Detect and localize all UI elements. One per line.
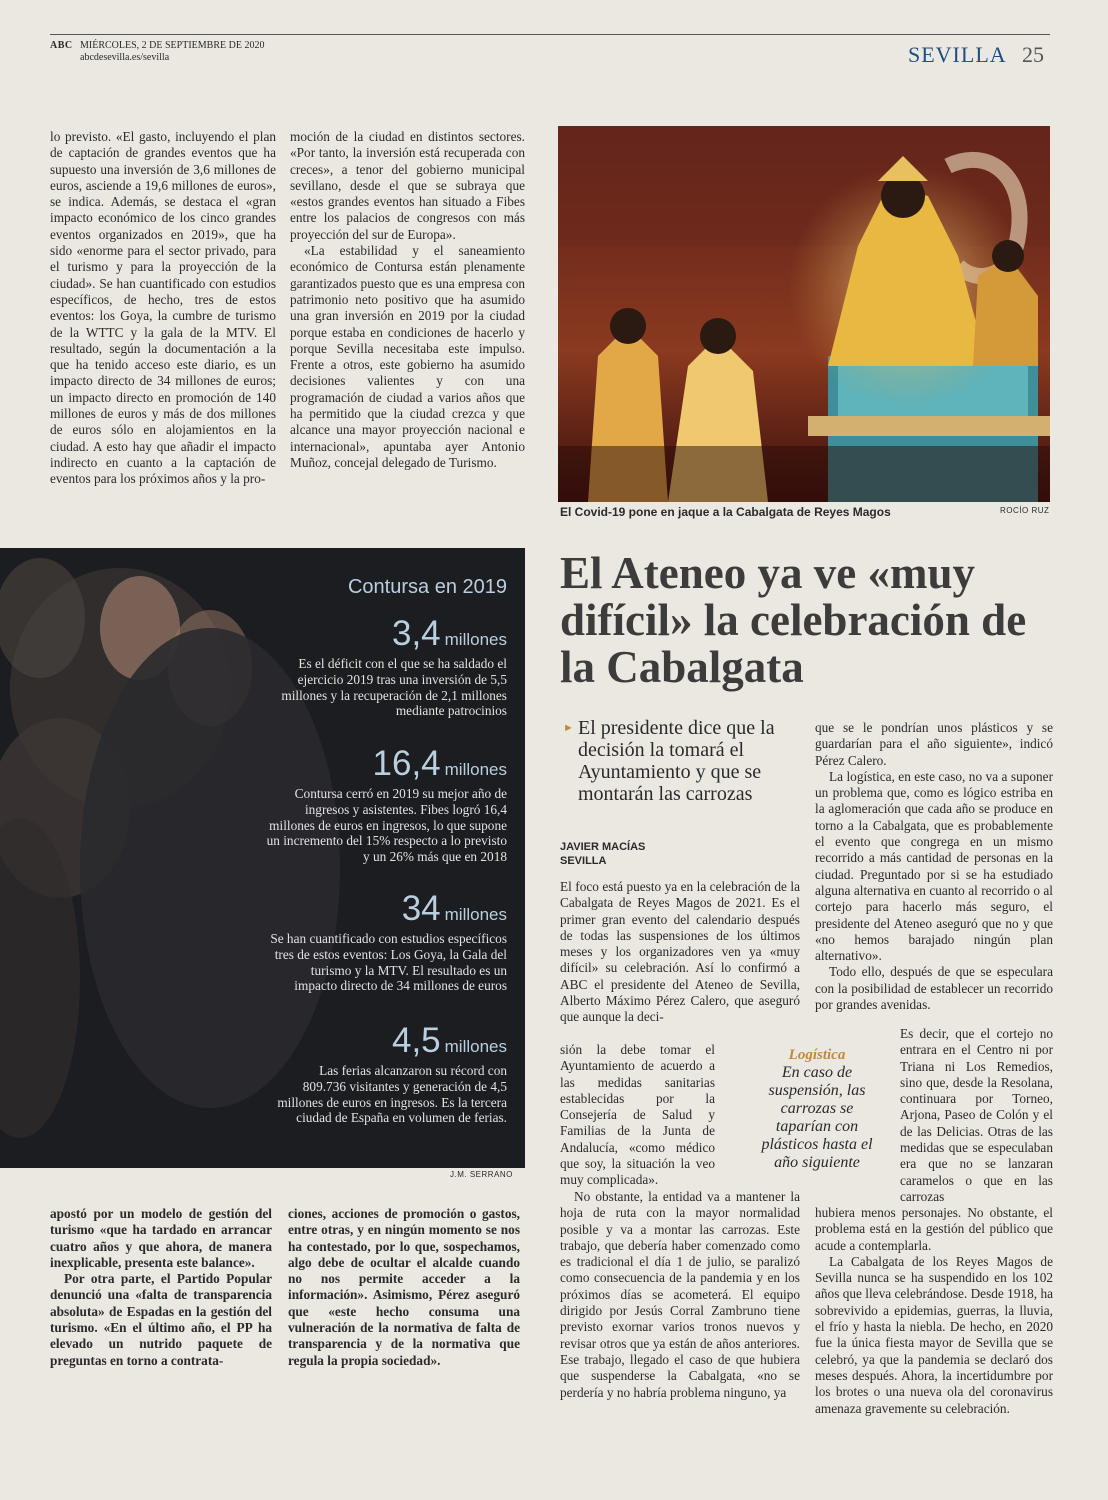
photo-credit: ROCÍO RUZ [1000, 506, 1050, 515]
subheadline: El presidente dice que la decisión la tomará el Ayuntamiento y que se montarán las carrozas [578, 717, 775, 805]
cabalgata-photo [558, 126, 1050, 502]
figure-number: 34 [401, 889, 441, 928]
figure-block [267, 614, 507, 719]
figure-block [257, 744, 507, 865]
paragraph: El foco está puesto ya en la celebración de la Cabalgata de Reyes Magos de 2021. Es el primer gran evento del calendario después de todas las suspensiones de los últimos meses y los organizadores ven ya «muy difícil» su celebración. Así lo confirmó a ABC el presidente del Ateneo de Sevilla, Alberto Máximo Pérez Calero, que aseguró que aunque la deci- [560, 879, 800, 1025]
paragraph: «La estabilidad y el saneamiento económico de Contursa están plenamente garantizados puesto que es una empresa con patrimonio neto positivo que ha asumido una gran inversión en 2019 por la ciudad porque estaba en condiciones de hacerlo y porque Sevilla necesitaba este impulso. Frente a otros, este gobierno ha asumido decisiones valientes y con una programación de ciudad a varios años que ha permitido que la ciudad crezca y que alcance una mayor proyección nacional e internacional», apuntaba ayer Antonio Muñoz, concejal delegado de Turismo. [290, 243, 525, 470]
paragraph: No obstante, la entidad va a mantener la hoja de ruta con la mayor normalidad posible y va a montar las carrozas. Este trabajo, que debería haber comenzado como es tradicional el día 1 de julio, se paralizó como consecuencia de la pandemia y en los próximos días se acometerá. El equipo dirigido por Jesús Corral Zambruno tiene previsto exornar varios tronos nuevos y revisar otros que ya están de años anteriores. Ese trabajo, llegado el caso de que hubiera que suspenderse la Cabalgata, «no se perdería y no habría problema ninguno, ya [560, 1189, 800, 1400]
paragraph: sión la debe tomar el Ayuntamiento de acuerdo a las medidas sanitarias establecidas por la Consejería de Salud y Familias de la Junta de Andalucía, «como médico que soy, la situación la veo muy complicada». [560, 1042, 715, 1188]
header-rule [50, 34, 1050, 35]
paragraph: La logística, en este caso, no va a suponer un problema que, como es lógico estriba en la aglomeración que cada año se produce en torno a la Cabalgata, que es probablemente el evento que congrega en un mismo recorrido a más cantidad de personas en la ciudad. Preguntado por si se ha estudiado alguna alternativa en cuanto al recorrido o al cortejo para hacerlo más seguro, el presidente del Ateneo aseguró que no y que «no hemos barajado ningún plan alternativo». [815, 768, 1053, 964]
bottom-article-col1 [50, 1206, 272, 1369]
figure-unit: millones [444, 760, 507, 779]
figure-unit: millones [444, 1037, 507, 1056]
website: abcdesevilla.es/sevilla [80, 52, 170, 63]
figure-unit: millones [444, 905, 507, 924]
top-article-col2 [290, 129, 525, 471]
figure-text: Se han cuantificado con estudios específicos tres de estos eventos: Los Goya, la Gala del turismo y la MTV. El resultado es un impacto directo de 34 millones de euros [270, 931, 507, 994]
pull-quote [752, 1047, 882, 1172]
paragraph: que se le pondrían unos plásticos y se guardarían para el año siguiente», indicó Pérez Calero. [815, 720, 1053, 768]
figure-text: Contursa cerró en 2019 su mejor año de ingresos y asistentes. Fibes logró 16,4 millones de euros en ingresos, lo que supone un incremento del 15% respecto a lo previsto y un 26% más que en 2018 [266, 786, 507, 865]
figure-number: 3,4 [391, 614, 441, 653]
infobox-credit: J.M. SERRANO [450, 1170, 513, 1179]
figure-number: 4,5 [391, 1021, 441, 1060]
section-name: SEVILLA [908, 42, 1007, 67]
paragraph: hubiera menos personajes. No obstante, el problema está en la gestión del público que acude a contemplarla. [815, 1205, 1053, 1253]
main-article-col1-wrap [560, 1042, 715, 1189]
pull-quote-label: Logística [788, 1047, 846, 1063]
paragraph: La Cabalgata de los Reyes Magos de Sevilla nunca se ha suspendido en los 102 años que lleva celebrándose. Desde 1918, ha sobrevivido a epidemias, guerras, la lluvia, el frío y hasta la niebla. De hecho, en 2020 fue la única fiesta mayor de Sevilla que se celebró, ya que la pandemia se declaró dos meses después. Ahora, la incertidumbre por los brotes o una nueva ola del coronavirus amenaza gravemente su celebración. [815, 1253, 1053, 1416]
infobox-title: Contursa en 2019 [347, 576, 507, 598]
paragraph: Por otra parte, el Partido Popular denunció una «falta de transparencia absoluta» de Espadas en la gestión del turismo. «En el último año, el PP ha elevado un nutrido paquete de preguntas en torno a contrata- [50, 1271, 272, 1368]
dateline-location: SEVILLA [560, 855, 607, 867]
paragraph: lo previsto. «El gasto, incluyendo el plan de captación de grandes eventos que ha supuesto una inversión de 3,6 millones de euros, asciende a 19,6 millones de euros», se indica. Además, se destaca el «gran impacto económico de los cinco grandes eventos organizados en 2019», que ha sido «enorme para el sector privado, para el turismo y para la proyección de la ciudad». Se han cuantificado con estudios específicos, de hecho, tres de estos eventos: los Goya, la cumbre de turismo de la WTTC y la gala de la MTV. El resultado, según la documentación a la que ha tenido acceso este diario, es un impacto directo de 34 millones de euros; un impacto directo en promoción de 140 millones de euros y más de dos millones de euros sólo en alojamientos en la ciudad. A esto hay que añadir el impacto indirecto en cuanto a la captación de eventos para los próximos años y la pro- [50, 129, 276, 487]
main-article-col2-top [815, 720, 1053, 1013]
contursa-infobox [0, 548, 525, 1168]
figure-unit: millones [444, 630, 507, 649]
publication-name: ABC [50, 40, 73, 51]
main-article-col2-wrap [900, 1026, 1053, 1205]
issue-date: MIÉRCOLES, 2 DE SEPTIEMBRE DE 2020 [80, 40, 265, 51]
bottom-article-col2 [288, 1206, 520, 1369]
main-headline: El Ateneo ya ve «muy difícil» la celebración de la Cabalgata [560, 548, 1027, 692]
main-article-col1-bottom [560, 1189, 800, 1401]
page-number: 25 [1022, 42, 1044, 67]
photo-caption: El Covid-19 pone en jaque a la Cabalgata de Reyes Magos [560, 505, 891, 519]
triangle-bullet-icon: ► [563, 722, 574, 734]
paragraph: apostó por un modelo de gestión del turismo «que ha tardado en arrancar cuatro años y que ahora, de manera inexplicable, presenta este balance». [50, 1206, 272, 1270]
figure-text: Las ferias alcanzaron su récord con 809.736 visitantes y generación de 4,5 millones de euros en ingresos. Es la tercera ciudad de España en volumen de ferias. [277, 1063, 507, 1126]
paragraph: Es decir, que el cortejo no entrara en el Centro ni por Triana ni Los Remedios, sino que, desde la Resolana, continuara por Torneo, Arjona, Paseo de Colón y el de las Delicias. Otras de las medidas que se especulaban era que no se lanzaran caramelos o que en las carrozas [900, 1026, 1053, 1204]
paragraph: ciones, acciones de promoción o gastos, entre otras, y en ningún momento se nos ha contestado, por lo que, sospechamos, algo debe de ocultar el alcalde cuando no nos permite acceder a la información». Asimismo, Pérez aseguró que «este hecho consuma una vulneración de la normativa de falta de transparencia y de la normativa que regula la propia sociedad». [288, 1206, 520, 1368]
paragraph: moción de la ciudad en distintos sectores. «Por tanto, la inversión está recuperada con creces», a tenor del gobierno municipal sevillano, desde el que se subraya que «estos grandes eventos han situado a Fibes entre los palacios de congresos con más proyección del sur de Europa». [290, 129, 525, 242]
byline [560, 840, 645, 868]
author-name: JAVIER MACÍAS [560, 841, 646, 853]
figure-block [267, 889, 507, 994]
main-article-col2-bottom [815, 1205, 1053, 1417]
header-dateline [80, 40, 264, 64]
main-article-col1-top [560, 879, 800, 1026]
figure-text: Es el déficit con el que se ha saldado el ejercicio 2019 tras una inversión de 5,5 millones y la recuperación de 2,1 millones mediante patrocinios [281, 656, 507, 719]
parade-float-illustration [558, 126, 1050, 502]
figure-block [277, 1021, 507, 1126]
top-article-col1 [50, 129, 276, 488]
paragraph: Todo ello, después de que se especulara con la posibilidad de establecer un recorrido por grandes avenidas. [815, 964, 1053, 1013]
figure-number: 16,4 [372, 744, 441, 783]
pull-quote-text: En caso de suspensión, las carrozas se taparían con plásticos hasta el año siguiente [761, 1064, 873, 1171]
